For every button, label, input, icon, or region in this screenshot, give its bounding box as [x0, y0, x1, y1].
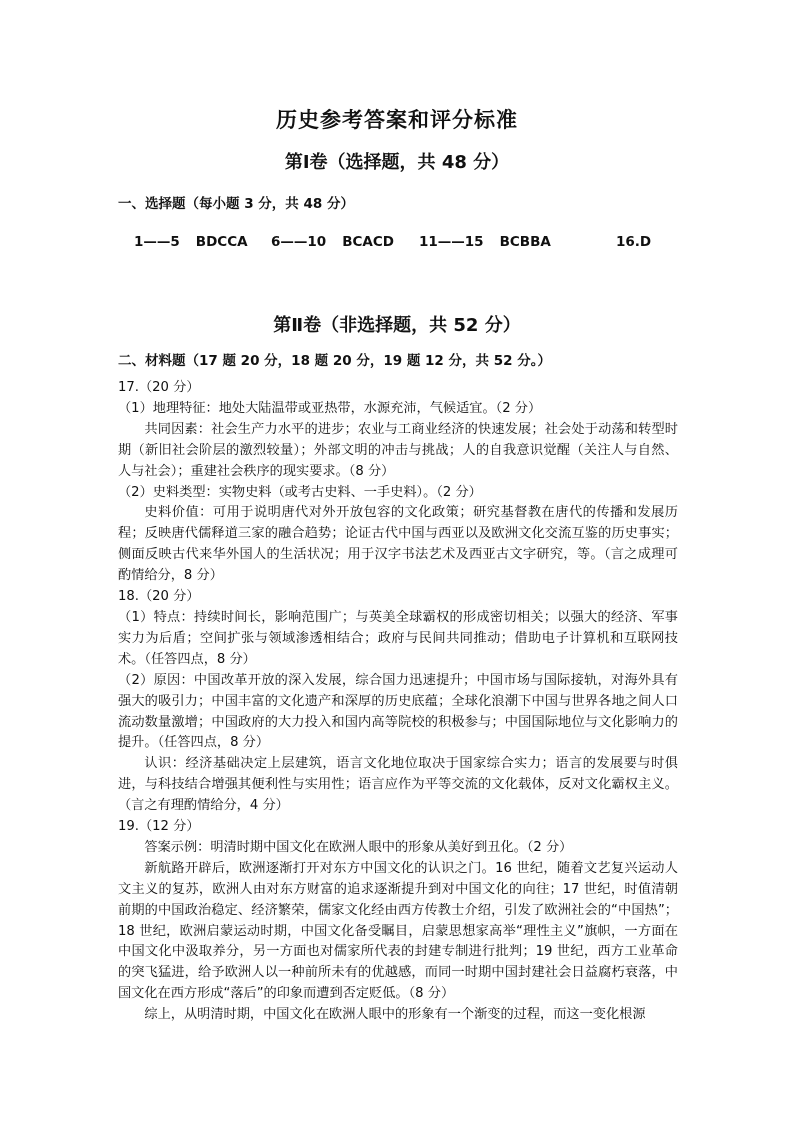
answer-paragraph: 史料价值：可用于说明唐代对外开放包容的文化政策；研究基督教在唐代的传播和发展历程；反映唐代儒释道三家的融合趋势；论证古代中国与西亚以及欧洲文化交流互鉴的历史事实；侧面反映古代来华外国人的生活状况；用于汉字书法艺术及西亚古文字研究，等。（言之成理可酌情给分，8 分） [118, 505, 678, 584]
answer-paragraph: 新航路开辟后，欧洲逐渐打开对东方中国文化的认识之门。16 世纪，随着文艺复兴运动人文主义的复苏，欧洲人由对东方财富的追求逐渐提升到对中国文化的向往；17 世纪，时值清朝前期的中国政治稳定、经济繁荣，儒家文化经由西方传教士介绍，引发了欧洲社会的“中国热”；18 世纪，欧洲启蒙运动时期，中国文化备受瞩目，启蒙思想家高举“理性主义”旗帜，一方面在中国文化中汲取养分，另一方面也对儒家所代表的封建专制进行批判；19 世纪，西方工业革命的突飞猛进，给予欧洲人以一种前所未有的优越感，而同一时期中国封建社会日益腐朽衰落，中国文化在西方形成“落后”的印象而遭到否定贬低。（8 分） [118, 860, 678, 1002]
page-title: 历史参考答案和评分标准 [276, 108, 518, 132]
answer-range: 16.D [616, 234, 652, 250]
answer-paragraph: （1）特点：持续时间长，影响范围广；与英美全球霸权的形成密切相关；以强大的经济、军事实力为后盾；空间扩张与领域渗透相结合；政府与民间共同推动；借助电子计算机和互联网技术。（任答四点，8 分） [118, 609, 678, 667]
answer-range: 11——15 [419, 234, 484, 250]
question-number: 19.（12 分） [118, 819, 200, 835]
part2-title: 第Ⅱ卷（非选择题，共 52 分） [273, 315, 521, 336]
answer-body [118, 378, 678, 1026]
answer-range: 1——5 [134, 234, 180, 250]
answer-group [271, 234, 394, 250]
answer-paragraph: （2）原因：中国改革开放的深入发展，综合国力迅速提升；中国市场与国际接轨，对海外具有强大的吸引力；中国丰富的文化遗产和深厚的历史底蕴；全球化浪潮下中国与世界各地之间人口流动数量激增；中国政府的大力投入和国内高等院校的积极参与；中国国际地位与文化影响力的提升。（任答四点，8 分） [118, 672, 678, 751]
answer-paragraph: 答案示例：明清时期中国文化在欧洲人眼中的形象从美好到丑化。（2 分） [144, 839, 573, 855]
part1-heading: 一、选择题（每小题 3 分，共 48 分） [118, 196, 354, 212]
answer-paragraph: （2）史料类型：实物史料（或考古史料、一手史料）。（2 分） [118, 484, 482, 500]
part2-heading: 二、材料题（17 题 20 分，18 题 20 分，19 题 12 分，共 52 分。） [118, 353, 551, 369]
answer-letters: BDCCA [195, 234, 248, 250]
answer-group [419, 234, 551, 250]
answer-group [616, 234, 651, 250]
question-number: 17.（20 分） [118, 380, 200, 395]
answer-paragraph: （1）地理特征：地处大陆温带或亚热带，水源充沛，气候适宜。（2 分） [118, 400, 542, 416]
answer-group [134, 234, 248, 250]
answer-letters: BCBBA [499, 234, 551, 250]
answer-paragraph: 认识：经济基础决定上层建筑，语言文化地位取决于国家综合实力；语言的发展要与时俱进，与科技结合增强其便利性与实用性；语言应作为平等交流的文化载体，反对文化霸权主义。（言之有理酌情给分，4 分） [118, 756, 678, 814]
answer-range: 6——10 [271, 234, 327, 250]
answer-letters: BCACD [342, 234, 394, 250]
part1-title: 第Ⅰ卷（选择题，共 48 分） [284, 152, 510, 173]
question-number: 18.（20 分） [118, 589, 200, 605]
answer-paragraph: 综上，从明清时期，中国文化在欧洲人眼中的形象有一个渐变的过程，而这一变化根源 [144, 1007, 646, 1023]
answer-paragraph: 共同因素：社会生产力水平的进步；农业与工商业经济的快速发展；社会处于动荡和转型时期（新旧社会阶层的激烈较量）；外部文明的冲击与挑战；人的自我意识觉醒（关注人与自然、人与社会）；重建社会秩序的现实要求。（8 分） [118, 421, 678, 479]
answer-key [134, 234, 654, 254]
